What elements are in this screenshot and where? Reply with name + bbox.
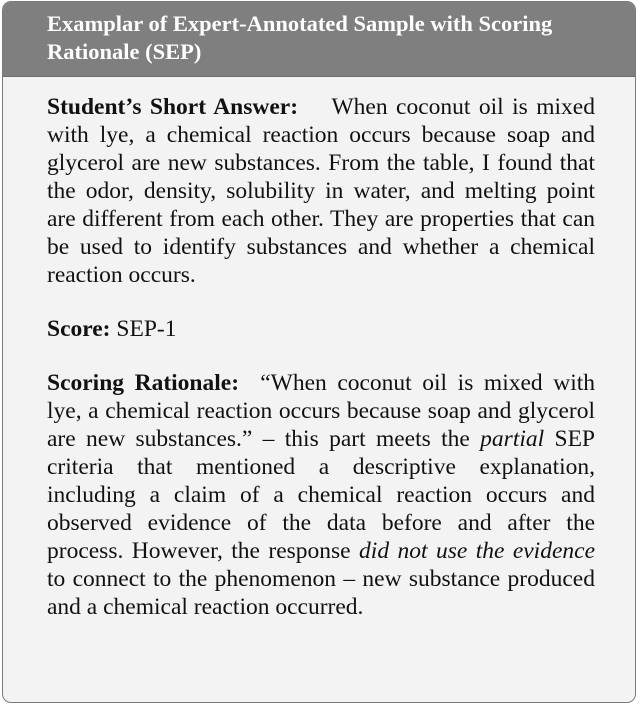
scoring-rationale-label: Scoring Rationale: (47, 370, 240, 396)
annotated-sample-box (2, 1, 636, 703)
student-answer-paragraph (47, 93, 595, 289)
student-answer-label: Student’s Short Answer: (47, 94, 299, 120)
box-title: Examplar of Expert-Annotated Sample with Scoring Rationale (SEP) (47, 11, 553, 64)
score-label: Score: (47, 316, 111, 342)
rationale-emphasis-evidence: did not use the evidence (359, 538, 596, 564)
scoring-rationale-paragraph (47, 369, 595, 621)
student-answer-text: When coconut oil is mixed with lye, a chemical reaction occurs because soap and glycerol are new substances. From the table, I found that the odor, density, solubility in water, and melting point are different from each other. They are properties that can be used to identify substances and whether a chemical reaction occurs. (47, 94, 595, 288)
box-body (3, 77, 635, 621)
rationale-text-part-3: to connect to the phenomenon – new substance produced and a chemical reaction occurred. (47, 566, 595, 620)
rationale-text-part-2: SEP criteria that mentioned a descriptive explanation, including a claim of a chemical reaction occurs and observed evidence of the data before and after the process. However, the response (47, 426, 595, 564)
score-value: SEP-1 (116, 316, 177, 342)
rationale-emphasis-partial: partial (480, 426, 545, 452)
box-header (3, 2, 635, 77)
rationale-text-part-1: “When coconut oil is mixed with lye, a chemical reaction occurs because soap and glycerol are new substances.” – this part meets the (47, 370, 596, 452)
score-paragraph (47, 315, 595, 343)
